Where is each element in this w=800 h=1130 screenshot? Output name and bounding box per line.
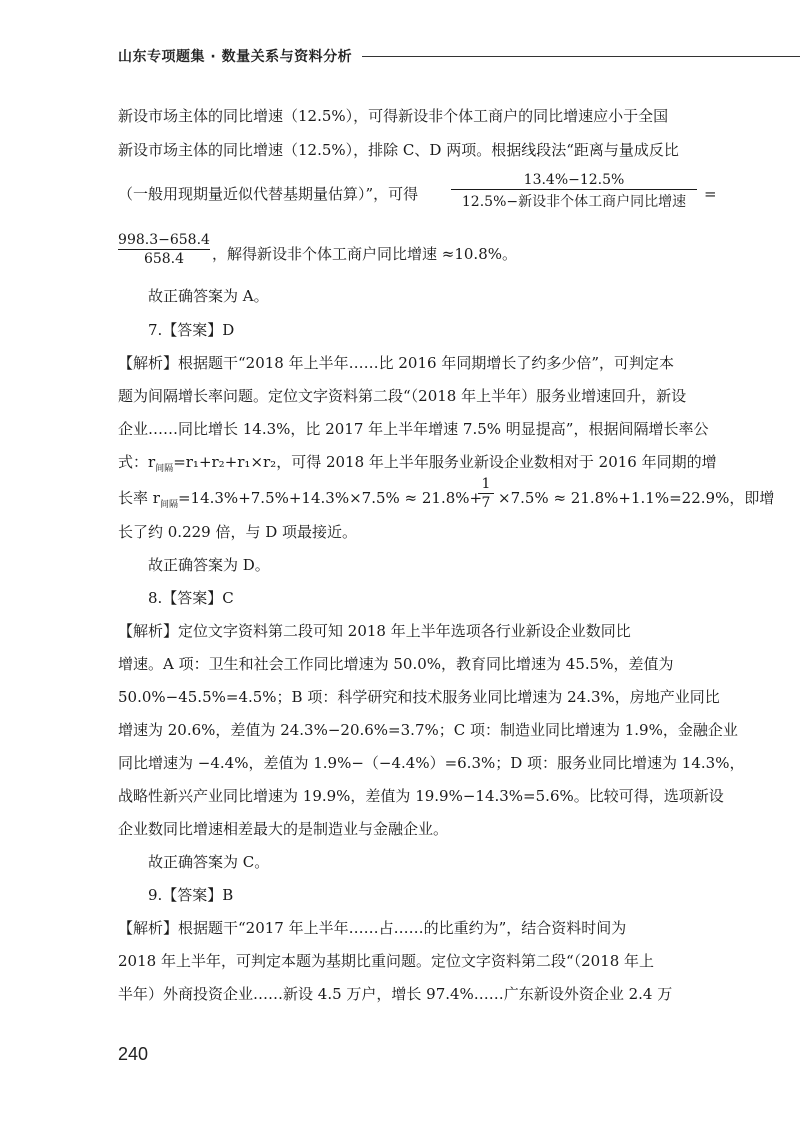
fraction-1	[451, 172, 697, 211]
answer-heading: 9.【答案】B	[148, 886, 234, 904]
fraction-3	[478, 476, 494, 511]
text-line: 长率 $r_{间隔}=14.3\%+7.5\%+14.3\%\times 7.5\% \approx 21.8\%+$	[118, 489, 483, 510]
answer-heading: 8.【答案】C	[148, 589, 234, 607]
text-line: 企业数同比增速相差最大的是制造业与金融企业。	[118, 820, 449, 838]
header-title: 山东专项题集 · 数量关系与资料分析	[118, 49, 353, 65]
text-line: 【解析】定位文字资料第二段可知 2018 年上半年选项各行业新设企业数同比	[118, 622, 631, 640]
text-line: 长了约 0.229 倍，与 D 项最接近。	[118, 523, 358, 541]
fraction-numerator: 1	[481, 476, 491, 492]
answer-heading: 7.【答案】D	[148, 321, 235, 339]
fraction-2	[118, 232, 210, 267]
text-line: 增速为 20.6%，差值为 24.3%−20.6%=3.7%；C 项：制造业同比增速为 1.9%，金融企业	[118, 721, 738, 739]
text-line: 新设市场主体的同比增速（12.5%），排除 C、D 两项。根据线段法“距离与量成反比	[118, 141, 679, 159]
text-line: ×7.5% ≈ 21.8%+1.1%=22.9%，即增	[498, 489, 775, 507]
header-rule	[362, 56, 800, 57]
text-line: 同比增速为 −4.4%，差值为 1.9%−（−4.4%）=6.3%；D 项：服务业同比增速为 14.3%，	[118, 754, 745, 772]
text-line: 战略性新兴产业同比增速为 19.9%，差值为 19.9%−14.3%=5.6%。比较可得，选项新设	[118, 787, 724, 805]
fraction-denominator: 7	[481, 495, 491, 511]
text-line: 故正确答案为 C。	[148, 853, 270, 871]
text-line: 50.0%−45.5%=4.5%；B 项：科学研究和技术服务业同比增速为 24.3%，房地产业同比	[118, 688, 720, 706]
text-line: （一般用现期量近似代替基期量估算）”，可得	[118, 185, 419, 203]
text-line: ，解得新设非个体工商户同比增速 ≈10.8%。	[212, 245, 517, 263]
fraction-denominator: 658.4	[143, 251, 185, 267]
text-line: 半年）外商投资企业……新设 4.5 万户，增长 97.4%……广东新设外资企业 2.4 万	[118, 985, 673, 1003]
fraction-denominator: 12.5%−新设非个体工商户同比增速	[461, 194, 687, 210]
text-line: 企业……同比增长 14.3%，比 2017 年上半年增速 7.5% 明显提高”，根据间隔增长率公	[118, 420, 709, 438]
text-line: 新设市场主体的同比增速（12.5%），可得新设非个体工商户的同比增速应小于全国	[118, 107, 669, 125]
fraction-numerator: 13.4%−12.5%	[523, 172, 625, 188]
text-line: 增速。A 项：卫生和社会工作同比增速为 50.0%，教育同比增速为 45.5%，差值为	[118, 655, 674, 673]
running-header	[118, 44, 718, 68]
fraction-numerator: 998.3−658.4	[118, 232, 210, 248]
text-line: 故正确答案为 A。	[148, 287, 269, 305]
text-line: 【解析】根据题干“2017 年上半年……占……的比重约为”，结合资料时间为	[118, 919, 627, 937]
equals-sign: =	[704, 185, 717, 203]
text-line: 式：$r_{间隔}=r_1+r_2+r_1\times r_2$，可得 2018 年上半年服务业新设企业数相对于 2016 年同期的增	[118, 453, 717, 474]
text-line: 故正确答案为 D。	[148, 556, 270, 574]
text-line: 题为间隔增长率问题。定位文字资料第二段“（2018 年上半年）服务业增速回升，新设	[118, 387, 687, 405]
text-line: 2018 年上半年，可判定本题为基期比重问题。定位文字资料第二段“（2018 年上	[118, 952, 655, 970]
page-number: 240	[118, 1044, 149, 1064]
text-line: 【解析】根据题干“2018 年上半年……比 2016 年同期增长了约多少倍”，可判定本	[118, 354, 674, 372]
